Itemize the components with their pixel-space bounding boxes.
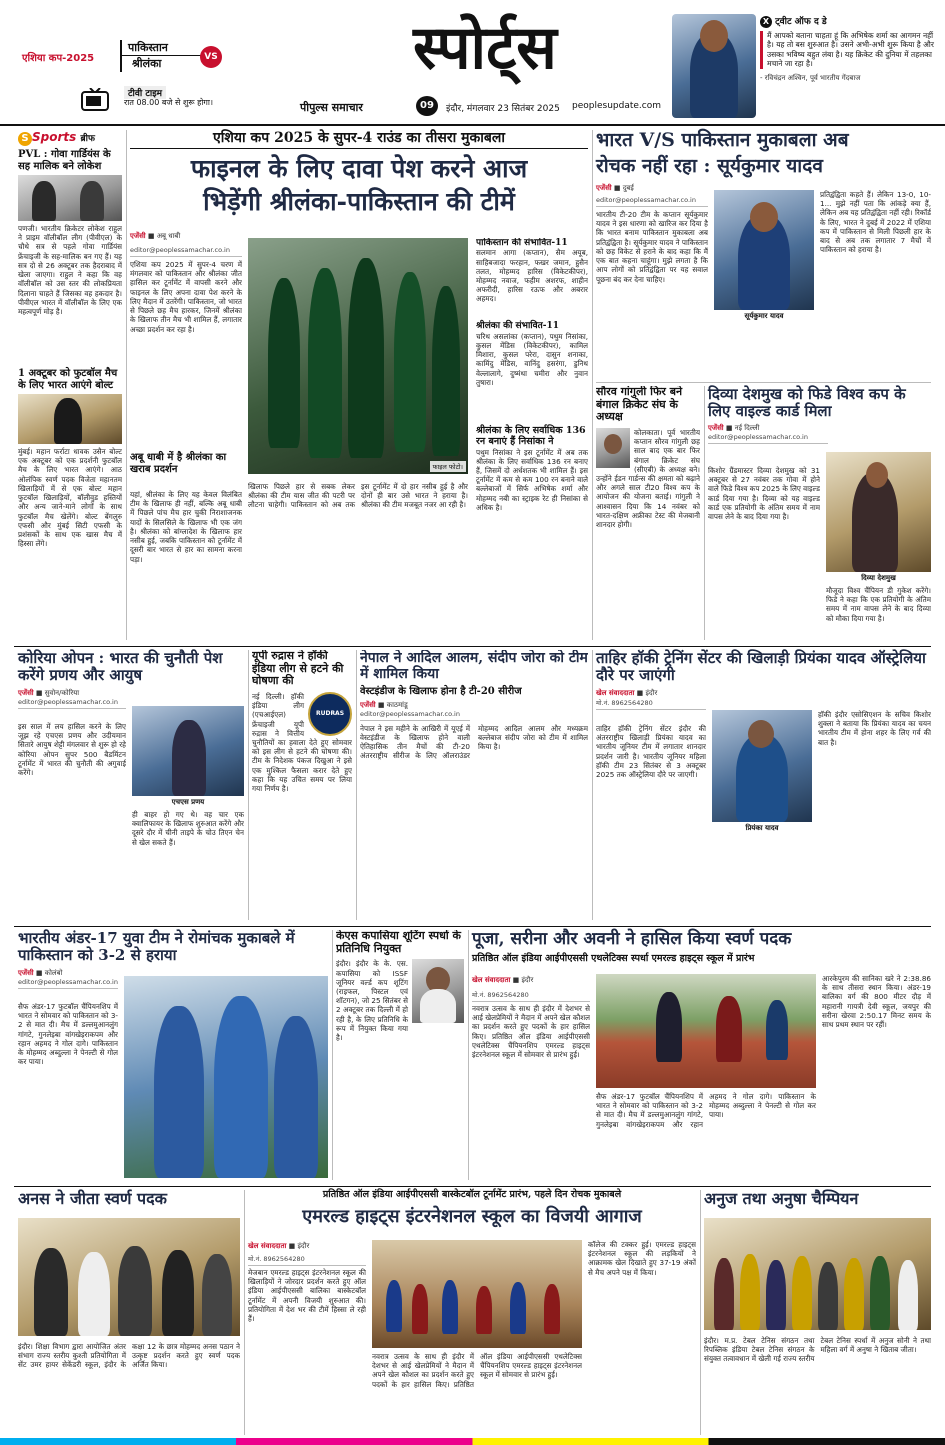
brief-photo-2 <box>18 394 122 444</box>
u17-photo <box>124 976 328 1178</box>
surya-headline-2: रोचक नहीं रहा : सूर्यकुमार यादव <box>596 154 823 177</box>
divya-photo <box>826 452 931 572</box>
dateline: इंदौर, मंगलवार 23 सितंबर 2025 <box>446 104 560 114</box>
sidebar-body-2: चरिथ असलांका (कप्तान), पथुम निसांका, कुसल मेंडिस (विकेटकीपर), कामिल मिशारा, कुसल परेरा, दासुन शनाका, कामिंदु मेंडिस, वानिंदु हसरंगा, डुनिथ वेल्लालागे, दुष्मंथा चमीरा और नुवान तुषारा। <box>476 331 588 387</box>
nepal-email: editor@peoplessamachar.co.in <box>360 710 470 721</box>
korea-photo <box>132 706 244 796</box>
divya-byline: एजेंसी ■ नई दिल्ली <box>708 423 760 432</box>
tv-time: रात 08.00 बजे से शुरू होगा। <box>124 98 214 107</box>
gold-mobile: मो.नं. 8962564280 <box>472 990 590 1002</box>
priyanka-mobile: मो.नं. 8962564280 <box>596 698 706 710</box>
lead-body-3: खिलाफ पिछले हार से सबक लेकर श्रीलंका की टीम यास जीत की पटरी पर लौटना चाहेगी। पाकिस्तान को अब तक इस टूर्नामेंट में दो हार नसीब हुई है और दोनों ही बार उसे भारत ने हराया है। श्रीलंका की टीम मजबूत नजर आ रही है। <box>248 482 468 510</box>
basketball-photo <box>372 1240 582 1348</box>
anuj-story <box>704 1190 931 1435</box>
brief-column <box>18 130 122 640</box>
basketball-body: मेजबान एमरल्ड हाइट्स इंटरनेशनल स्कूल की खिलाड़ियों ने जोरदार प्रदर्शन करते हुए ऑल इंडिया आईपीएससी बालिका बास्केटबॉल टूर्नामेंट में अपनी विजयी शुरुआत की। प्रतियोगिता में देश भर की टीमें हिस्सा ले रही हैं। <box>248 1268 366 1324</box>
priyanka-byline: खेल संवाददाता ■ इंदौर <box>596 688 658 697</box>
tv-label: टीवी टाइम <box>124 86 166 99</box>
anas-story <box>18 1190 240 1435</box>
brief-badge: S Sports ब्रीफ <box>18 130 122 146</box>
anas-body: इंदौर। शिक्षा विभाग द्वारा आयोजित अंतर संभाग राज्य स्तरीय कुश्ती प्रतियोगिता में सेंट उमर हायर सेकेंडरी स्कूल, इंदौर के कक्षा 12 के छात्र मोहम्मद अनस पठान ने उत्कृष्ट प्रदर्शन करते हुए स्वर्ण पदक अर्जित किया। <box>18 1342 240 1370</box>
basketball-headline: एमरल्ड हाइट्स इंटरनेशनल स्कूल का विजयी आगाज <box>302 1205 642 1227</box>
shooting-headline: केएस कपासिया शूटिंग स्पर्धा के प्रतिनिधि नियुक्त <box>336 930 461 955</box>
lead-photo <box>248 238 468 474</box>
team2: श्रीलंका <box>132 57 162 70</box>
match-box <box>10 40 240 72</box>
shooting-photo <box>412 959 464 1023</box>
paper-name: पीपुल्स समाचार <box>300 101 363 114</box>
tweet-box <box>760 14 935 118</box>
ganguly-headline: सौरव गांगुली फिर बने बंगाल क्रिकेट संघ के अध्यक्ष <box>596 386 683 424</box>
surya-caption: सूर्यकुमार यादव <box>744 312 784 320</box>
divya-story <box>708 386 931 640</box>
lead-byline: एजेंसी ■ अबू धाबी <box>130 232 181 240</box>
basketball-banner: प्रतिष्ठित ऑल इंडिया आईपीएससी बास्केटबॉल टूर्नामेंट प्रारंभ, पहले दिन रोचक मुकाबले <box>322 1189 622 1200</box>
lead-photo-credit: फाइल फोटो। <box>430 461 466 472</box>
priyanka-headline: ताहिर हॉकी ट्रेनिंग सेंटर की खिलाड़ी प्रियंका यादव ऑस्ट्रेलिया दौरे पर जाएंगी <box>596 649 926 685</box>
u17-byline: एजेंसी ■ कोलंबो <box>18 968 63 977</box>
priyanka-story <box>596 650 931 920</box>
u17-story <box>18 930 328 1180</box>
korea-body: इस साल में लय हासिल करने के लिए जूझ रहे एचएस प्रणय और उदीयमान सितारे आयुष शेट्टी मंगलवार से शुरू हो रहे कोरिया ओपन सुपर 500 बैडमिंटन टूर्नामेंट में भारत की चुनौती की अगुवाई करेंगे। <box>18 722 126 778</box>
korea-body-2: ही बाहर हो गए थे। वह चार एक क्वालिफायर के खिलाफ शुरुआत करेंगे और दूसरे दौर में चीनी ताइपे के चोउ तिएन चेन से खेल सकते हैं। <box>132 810 244 847</box>
lead-sidebar <box>476 238 588 638</box>
brief-headline-2: 1 अक्टूबर को फुटबॉल मैच के लिए भारत आएंगे बोल्ट <box>18 368 118 391</box>
x-icon: X <box>760 16 772 28</box>
basketball-story <box>248 1190 696 1435</box>
nepal-subhead: वेस्टइंडीज के खिलाफ होना है टी-20 सीरीज <box>360 686 522 698</box>
gold-byline: खेल संवाददाता ■ इंदौर <box>472 976 534 984</box>
korea-byline: एजेंसी ■ सुवोन/कोरिया <box>18 688 80 697</box>
surya-photo <box>714 190 814 310</box>
surya-headline-1: भारत V/S पाकिस्तान मुकाबला अब <box>596 129 849 151</box>
korea-caption: एचएस प्रणय <box>171 798 205 806</box>
priyanka-body: ताहिर हॉकी ट्रेनिंग सेंटर इंदौर की अंतरराष्ट्रीय खिलाड़ी प्रियंका यादव का भारतीय जूनियर टीम में लगातार शानदार प्रदर्शन जारी है। भारतीय जूनियर महिला हॉकी टीम 23 सितंबर से 3 अक्टूबर 2025 तक ऑस्ट्रेलिया दौरे पर जाएगी। <box>596 724 706 780</box>
nepal-byline: एजेंसी ■ काठमांडू <box>360 700 408 709</box>
ganguly-story <box>596 386 700 640</box>
sidebar-headline-2: श्रीलंका की संभावित-11 <box>476 321 560 332</box>
u17-email: editor@peoplessamachar.co.in <box>18 978 118 989</box>
shooting-body: इंदौर। इंदौर के के. एस. कपासिया को ISSF जूनियर वर्ल्ड कप शूटिंग (राइफल, पिस्टल एवं शॉटगन), जो 25 सितंबर से 2 अक्टूबर तक दिल्ली में हो रही है, के लिए प्रतिनिधि के रूप में नियुक्त किया गया है। <box>336 959 408 1043</box>
website: peoplesupdate.com <box>572 101 661 111</box>
paper-strip <box>300 96 660 116</box>
anuj-body: इंदौर। म.प्र. टेबल टेनिस संगठन तथा रिपब्लिक इंडिया टेबल टेनिस संगठन के संयुक्त तत्वावधान में खेली गई राज्य स्तरीय टेबल टेनिस स्पर्धा में अनुज सोनी ने तथा महिला वर्ग में अनुषा ने खिताब जीता। <box>704 1336 931 1364</box>
lead-story <box>130 130 588 640</box>
lead-email: editor@peoplessamachar.co.in <box>130 246 242 257</box>
basketball-mobile: मो.नं. 8962564280 <box>248 1254 366 1266</box>
tv-box <box>80 86 240 120</box>
priyanka-photo <box>712 710 812 822</box>
u17-headline: भारतीय अंडर-17 युवा टीम ने रोमांचक मुकाबले में पाकिस्तान को 3-2 से हराया <box>18 929 295 965</box>
page-number: 09 <box>416 96 438 116</box>
sidebar-body-3: पथुम निसांका ने इस टूर्नामेंट में अब तक श्रीलंका के लिए सर्वाधिक 136 रन बनाए हैं, जिसमें दो अर्धशतक भी शामिल हैं। इस टूर्नामेंट में कम से कम 100 रन बनाने वाले बल्लेबाजों में सिर्फ अभिषेक शर्मा और मोहम्मद नबी का स्ट्राइक रेट ही निसांका से अधिक है। <box>476 447 588 512</box>
gold-story <box>472 930 931 1180</box>
sidebar-body-1: सलमान आगा (कप्तान), सैम अयूब, साहिबजादा फरहान, फखर जमान, हुसैन तलत, मोहम्मद हारिस (विकेटकीपर), मोहम्मद नवाज, फहीम अशरफ, शाहीन अफरीदी, हारिस रऊफ और अबरार अहमद। <box>476 248 588 304</box>
korea-headline: कोरिया ओपन : भारत की चुनौती पेश करेंगे प्रणय और आयुष <box>18 649 223 685</box>
surya-body-2: प्रतिद्वंद्विता कहते हैं। लेकिन 13-0, 10-1... मुझे नहीं पता कि आंकड़े क्या हैं, लेकिन अब यह प्रतिद्वंद्विता नहीं रही। रिकॉर्ड के लिए, भारत ने दुबई में 2022 में एशिया कप में पाकिस्तान से मिली पिछली हार के बाद से अब तक लगातार 7 मैचों में पाकिस्तान को हराया है। <box>820 190 931 255</box>
lead-body-2: यहां, श्रीलंका के लिए यह केवल विलंबित टीम के खिलाफ ही नहीं, बल्कि अबू धाबी में पिछले पांच मैच हार चुकी निराशाजनक यादों के सिलसिले के खिलाफ भी एक जंग है। श्रीलंका को बांग्लादेश के खिलाफ हार नसीब हुई, जबकि पाकिस्तान को टूर्नामेंट में दूसरी बार भारत से हार का सामना करना पड़ा। <box>130 490 242 564</box>
gold-photo <box>596 974 816 1088</box>
surya-story <box>596 130 931 378</box>
sidebar-headline-1: पाकिस्तान की संभावित-11 <box>476 238 568 248</box>
u17-body: सैफ अंडर-17 फुटबॉल चैंपियनशिप में भारत ने सोमवार को पाकिस्तान को 3-2 से मात दी। मैच में डल्लमुआनलुंग गांगटे, गुनलेइबा वांगखेइराकपम और रहान अहमद ने गोल दागे। पाकिस्तान के मोहम्मद अब्दुल्ला ने पेनल्टी से गोल कर पाया। <box>18 1002 118 1067</box>
anuj-photo <box>704 1218 931 1330</box>
korea-email: editor@peoplessamachar.co.in <box>18 698 126 709</box>
divya-body-2: मौजूदा विश्व चैंपियन डी गुकेश करेंगे। फिडे ने कहा कि एक प्रतियोगी के अंतिम समय में नाम वापस लेने के बाद दिव्या को मौका दिया गया है। <box>826 586 931 623</box>
nepal-story <box>360 650 588 920</box>
divya-email: editor@peoplessamachar.co.in <box>708 433 828 444</box>
brief-body-1: पणजी। भारतीय क्रिकेटर लोकेश राहुल ने प्राइम वॉलीबॉल लीग (पीवीएल) के चौथे सत्र से पहले गोवा गार्डियंस फ्रेंचाइजी के सह-मालिक बन गए हैं। यह सत्र दो से 26 अक्टूबर तक हैदराबाद में खेला जाएगा। राहुल ने कहा कि वह वॉलीबॉल को उस स्तर की लोकप्रियता दिलाना चाहते हैं जिसका वह हकदार है। पीवीएल भारत में वॉलीबॉल के लिए एक महत्वपूर्ण मोड़ है। <box>18 224 122 316</box>
gold-body: नवरात्र उत्सव के साथ ही इंदौर में देशभर से आई खेलप्रेमियों ने मैदान में अपने खेल कौशल का प्रदर्शन करते हुए पदकों के हार हासिल किए। प्रतिष्ठित ऑल इंडिया आईपीएससी एथलेटिक्स चैंपियनशिप एमरल्ड हाइट्स इंटरनेशनल स्कूल में सोमवार से प्रारंभ हुई। <box>472 1004 590 1060</box>
priyanka-body-2: हॉकी इंदौर एसोसिएशन के सचिव किशोर शुक्ला ने बताया कि प्रियंका यादव का चयन भारतीय टीम में होना शहर के लिए गर्व की बात है। <box>818 710 931 747</box>
lead-headline-2: भिड़ेंगी श्रीलंका-पाकिस्तान की टीमें <box>203 186 515 216</box>
divya-body: किशोर ग्रैंडमास्टर दिव्या देशमुख को 31 अक्टूबर से 27 नवंबर तक गोवा में होने वाले फिडे विश्व कप 2025 के लिए वाइल्ड कार्ड दिया गया है। दिव्या को यह वाइल्ड कार्ड एक प्रतियोगी के अंतिम समय में नाम वापस लेने के बाद दिया गया है। <box>708 466 820 522</box>
tweet-text: मैं आपको बताना चाहता हूं कि अभिषेक शर्मा का आगमन नहीं है। यह तो बस शुरुआत है। उसने अभी-अभी शुरू किया है और उसका भविष्य बहुत लंबा है। यह क्रिकेट की दुनिया में तहलका मचाने जा रहा है। <box>760 31 935 69</box>
rudras-story <box>252 650 352 920</box>
lead-subhead: अबू धाबी में है श्रीलंका का खराब प्रदर्शन <box>130 452 227 475</box>
gold-body-3: सैफ अंडर-17 फुटबॉल चैंपियनशिप में भारत ने सोमवार को पाकिस्तान को 3-2 से मात दी। मैच में डल्लमुआनलुंग गांगटे, गुनलेइबा वांगखेइराकपम और रहान अहमद ने गोल दागे। पाकिस्तान के मोहम्मद अब्दुल्ला ने पेनल्टी से गोल कर पाया। <box>596 1092 816 1129</box>
surya-body: भारतीय टी-20 टीम के कप्तान सूर्यकुमार यादव ने इस धारणा को खारिज कर दिया है कि भारत बनाम पाकिस्तान मुकाबला अब प्रतिद्वंद्विता है। सूर्यकुमार यादव ने पाकिस्तान को छह विकेट से हराने के बाद कहा कि मैं एक बात कहना चाहूंगा। मुझे लगता है कि आप लोगों को प्रतिद्वंद्विता पर यह सवाल पूछना बंद कर देना चाहिए। <box>596 210 708 284</box>
gold-headline: पूजा, सरीना और अवनी ने हासिल किया स्वर्ण पदक <box>472 929 792 949</box>
print-color-bar <box>0 1438 945 1445</box>
lead-body: एशिया कप 2025 में सुपर-4 चरण में मंगलवार को पाकिस्तान और श्रीलंका जीत हासिल कर टूर्नामेंट में वापसी करने और फाइनल के लिए अपना दावा पेश करने के लिए मैदान में उतरेंगी। पाकिस्तान, जो भारत से पिछले छह मैच हारकर, जिनमें श्रीलंका के खिलाफ तीन मैच भी शामिल हैं, लगातार अच्छा प्रदर्शन कर रहा है। <box>130 260 242 334</box>
brief-s-icon: S <box>18 132 32 146</box>
tv-icon <box>80 88 112 114</box>
rudras-logo: RUDRAS <box>308 692 352 736</box>
sidebar-headline-3: श्रीलंका के लिए सर्वाधिक 136 रन बनाएं हैं निसांका ने <box>476 424 586 447</box>
basketball-body-2: कॉलेज की टक्कर हुई। एमरल्ड हाइट्स इंटरनेशनल स्कूल की लड़कियों ने आक्रामक खेल दिखाते हुए 37-19 अंकों से मैच अपने पक्ष में किया। <box>588 1240 696 1277</box>
divya-caption: दिव्या देशमुख <box>861 574 896 582</box>
rudras-headline: यूपी रुद्रास ने हॉकी इंडिया लीग से हटने की घोषणा की <box>252 650 344 688</box>
nepal-body: नेपाल ने इस महीने के आखिरी में यूएई में वेस्टइंडीज के खिलाफ होने वाली ऐतिहासिक तीन मैचों की टी-20 अंतरराष्ट्रीय सीरीज के लिए ऑलराउंडर मोहम्मद आदिल आलम और मध्यक्रम बल्लेबाज संदीप जोरा को टीम में शामिल किया है। <box>360 723 588 761</box>
shooting-story <box>336 930 464 1180</box>
korea-story <box>18 650 244 920</box>
ashwin-photo <box>672 14 756 118</box>
nepal-headline: नेपाल ने आदिल आलम, संदीप जोरा को टीम में शामिल किया <box>360 650 588 683</box>
gold-subhead: प्रतिष्ठित ऑल इंडिया आईपीएससी एथलेटिक्स स्पर्धा एमरल्ड हाइट्स स्कूल में प्रारंभ <box>472 952 755 964</box>
match-label: एशिया कप-2025 <box>22 53 95 64</box>
ganguly-body: कोलकाता। पूर्व भारतीय कप्तान सौरव गांगुली छह साल बाद एक बार फिर बंगाल क्रिकेट संघ (सीएबी) के अध्यक्ष बने। उन्होंने ईडन गार्डन्स की क्षमता को बढ़ाने और अगले साल टी20 विश्व कप के आयोजन की योजना बताई। गांगुली ने आश्वासन दिया कि 14 नवंबर को भारत-दक्षिण अफ्रीका टेस्ट की मेजबानी शानदार होगी। <box>596 427 700 530</box>
section-title: स्पोर्ट्स <box>413 13 557 83</box>
rudras-body: नई दिल्ली। हॉकी इंडिया लीग (एचआईएल) फ्रेंचाइजी यूपी रुद्रास ने वित्तीय चुनौतियों का हवाला देते हुए सोमवार को इस लीग से हटने की घोषणा की। टीम के निदेशक पंकज दिखुआ ने इसे एक मुश्किल फैसला करार देते हुए कहा कि यह उचित समय पर लिया गया निर्णय है। <box>252 691 352 794</box>
surya-byline: एजेंसी ■ दुबई <box>596 184 634 192</box>
masthead <box>0 0 945 126</box>
ganguly-photo <box>596 428 630 468</box>
brief-body-2: मुंबई। महान फर्राटा धावक उसैन बोल्ट एक अक्टूबर को एक प्रदर्शनी फुटबॉल मैच के लिए भारत आएंगे। आठ ओलंपिक स्वर्ण पदक विजेता महानतम खिलाड़ियों में से एक बोल्ट महान फुटबॉल खिलाड़ियों, बॉलीवुड हस्तियों और अन्य जाने-माने लोगों के साथ फुटबॉल मैच खेलेंगे। बोल्ट बेंगलुरु एफसी और मुंबई सिटी एफसी के प्रशंसकों के साथ एक खास मैच में हिस्सा लेंगे। <box>18 447 122 549</box>
priyanka-caption: प्रियंका यादव <box>745 824 779 832</box>
tweet-author: - रविचंद्रन अश्विन, पूर्व भारतीय गेंदबाज <box>760 73 861 82</box>
team1: पाकिस्तान <box>122 40 220 56</box>
lead-kicker: एशिया कप 2025 के सुपर-4 राउंड का तीसरा मुकाबला <box>130 130 588 149</box>
anas-photo <box>18 1218 240 1336</box>
tweet-header: X ट्वीट ऑफ द डे <box>760 14 935 28</box>
basketball-byline: खेल संवाददाता ■ इंदौर <box>248 1242 310 1250</box>
brief-photo-1 <box>18 175 122 221</box>
gold-body-2: आरकेपुरम की सानिका खरे ने 2:38.86 के साथ तीसरा स्थान किया। अंडर-19 बालिका वर्ग की 800 मीटर दौड़ में महारानी गायत्री देवी स्कूल, जयपुर की सरीना खेरवा 2:50.17 मिनट समय के साथ प्रथम स्थान पर रहीं। <box>822 974 931 1030</box>
anas-headline: अनस ने जीता स्वर्ण पदक <box>18 1189 167 1208</box>
basketball-body-3: नवरात्र उत्सव के साथ ही इंदौर में देशभर से आई खेलप्रेमियों ने मैदान में अपने खेल कौशल का प्रदर्शन करते हुए पदकों के हार हासिल किए। प्रतिष्ठित ऑल इंडिया आईपीएससी एथलेटिक्स चैंपियनशिप एमरल्ड हाइट्स इंटरनेशनल स्कूल में सोमवार से प्रारंभ हुई। <box>372 1352 582 1389</box>
surya-email: editor@peoplessamachar.co.in <box>596 196 708 207</box>
anuj-headline: अनुज तथा अनुषा चैम्पियन <box>704 1189 859 1208</box>
lead-headline-1: फाइनल के लिए दावा पेश करने आज <box>190 154 528 184</box>
divya-headline: दिव्या देशमुख को फिडे विश्व कप के लिए वाइल्ड कार्ड मिला <box>708 385 906 421</box>
vs-badge: VS <box>200 46 222 68</box>
brief-headline-1: PVL : गोवा गार्डियंस के सह मालिक बने लोकेश <box>18 149 111 172</box>
